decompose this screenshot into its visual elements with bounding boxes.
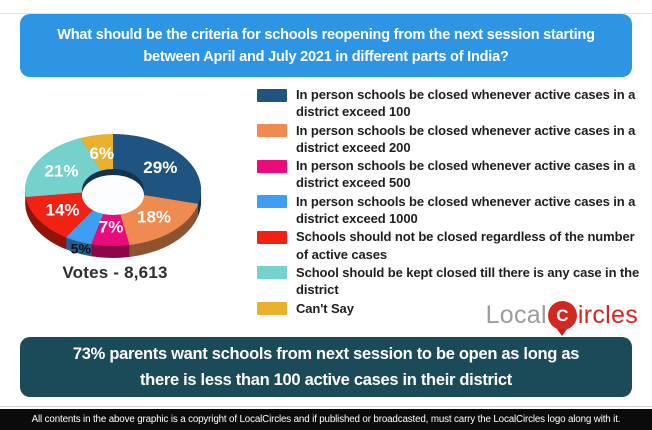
localcircles-logo bbox=[486, 299, 638, 331]
legend-item bbox=[257, 228, 652, 263]
legend-item bbox=[257, 122, 652, 157]
legend-label: School should be kept closed till there is any case in the district bbox=[296, 264, 640, 298]
legend-label: In person schools be closed whenever active cases in a district exceed 100 bbox=[296, 87, 636, 120]
legend-swatch bbox=[257, 231, 287, 244]
legend-label: In person schools be closed whenever active cases in a district exceed 500 bbox=[296, 158, 636, 191]
logo-letter-c: C bbox=[556, 305, 569, 325]
logo-text-local: Local bbox=[485, 300, 547, 329]
summary-line-2: there is less than 100 active cases in their district bbox=[139, 371, 513, 389]
summary-line-1: 73% parents want schools from next session to be open as long as bbox=[72, 345, 580, 363]
copyright-text: All contents in the above graphic is a copyright of LocalCircles and if published or broadcasted, must carry the LocalCircles logo along with it. bbox=[31, 414, 621, 425]
legend-label: In person schools be closed whenever active cases in a district exceed 200 bbox=[296, 122, 636, 155]
legend-swatch bbox=[257, 89, 287, 102]
legend-label: Schools should not be closed regardless of the number of active cases bbox=[296, 229, 635, 262]
logo-text-ircles: ircles bbox=[577, 300, 638, 329]
footer-divider-line bbox=[0, 406, 652, 407]
pie-percentage-label: 6% bbox=[89, 144, 115, 164]
logo-pin-icon bbox=[557, 329, 567, 336]
legend-label: Can't Say bbox=[296, 300, 354, 316]
pie-percentage-label: 14% bbox=[45, 200, 80, 220]
legend-swatch bbox=[257, 160, 287, 173]
legend-swatch bbox=[257, 124, 287, 137]
legend-swatch bbox=[257, 195, 287, 208]
legend-item bbox=[257, 157, 652, 192]
pie-percentage-label: 5% bbox=[70, 240, 91, 257]
votes-label: Votes - 8,613 bbox=[62, 263, 168, 282]
donut-hole bbox=[82, 175, 144, 215]
chart-legend bbox=[257, 86, 652, 318]
summary-banner bbox=[20, 337, 632, 397]
pie-percentage-label: 29% bbox=[143, 157, 178, 177]
legend-label: In person schools be closed whenever active cases in a district exceed 1000 bbox=[296, 193, 636, 227]
copyright-footer bbox=[0, 409, 652, 430]
pie-percentage-label: 21% bbox=[44, 161, 79, 181]
pie-percentage-label: 18% bbox=[136, 207, 172, 227]
question-banner bbox=[20, 14, 632, 77]
legend-swatch bbox=[257, 266, 287, 279]
legend-swatch bbox=[257, 302, 287, 315]
question-line-2: between April and July 2021 in different parts of India? bbox=[143, 48, 509, 65]
legend-item bbox=[257, 86, 652, 121]
logo-circle-icon bbox=[548, 301, 577, 330]
donut-chart bbox=[5, 118, 235, 273]
legend-item bbox=[257, 264, 652, 299]
pie-percentage-label: 7% bbox=[98, 217, 124, 237]
question-line-1: What should be the criteria for schools reopening from the next session starting bbox=[57, 26, 595, 43]
legend-item bbox=[257, 193, 652, 228]
